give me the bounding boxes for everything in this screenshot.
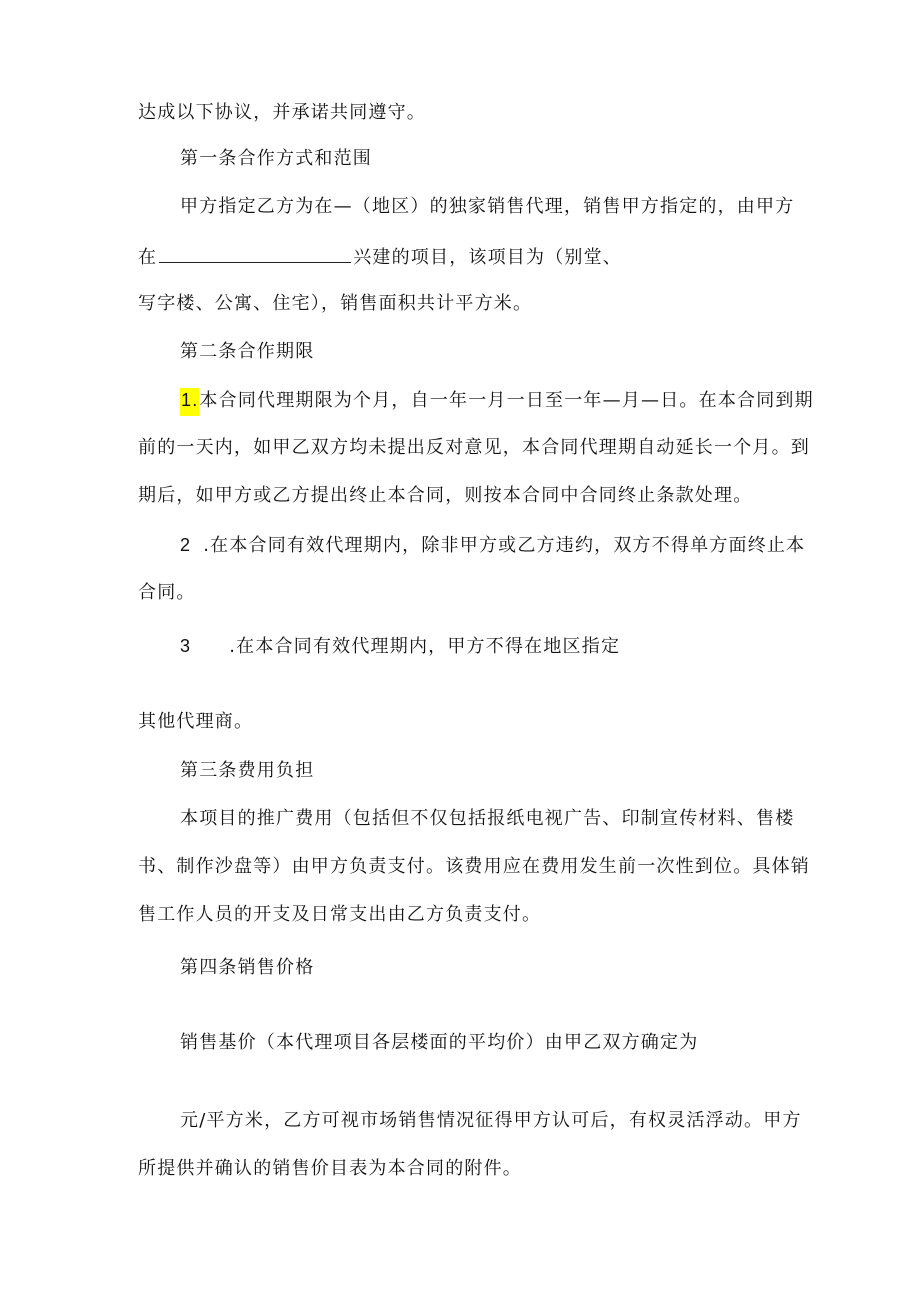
text-fragment: 在 (138, 247, 158, 268)
heading-article-2: 第二条合作期限 (180, 341, 315, 362)
paragraph-article-1-line-1: 甲方指定乙方为在—（地区）的独家销售代理，销售甲方指定的，由甲方 (180, 196, 795, 217)
paragraph-article-4-line-1: 销售基价（本代理项目各层楼面的平均价）由甲乙双方确定为 (180, 1032, 699, 1053)
item-1-line-1 (180, 388, 814, 413)
item-3-number: 3 (180, 636, 192, 656)
paragraph-article-4-line-3: 所提供并确认的销售价目表为本合同的附件。 (138, 1158, 522, 1179)
heading-article-3: 第三条费用负担 (180, 760, 315, 781)
paragraph-article-3-line-3: 售工作人员的开支及日常支出由乙方负责支付。 (138, 904, 542, 925)
item-1-line-2: 前的一天内，如甲乙双方均未提出反对意见，本合同代理期自动延长一个月。到 (138, 437, 810, 458)
paragraph-preamble: 达成以下协议，并承诺共同遵守。 (138, 102, 426, 123)
item-2-line-2: 合同。 (138, 582, 196, 603)
item-1-text: 本合同代理期限为个月，自一年一月一日至一年—月—日。在本合同到期 (199, 390, 814, 411)
item-1-line-3: 期后，如甲方或乙方提出终止本合同，则按本合同中合同终止条款处理。 (138, 485, 753, 506)
paragraph-article-3-line-2: 书、制作沙盘等）由甲方负责支付。该费用应在费用发生前一次性到位。具体销 (138, 856, 810, 877)
item-3-line-1 (180, 634, 620, 659)
item-3-line-2: 其他代理商。 (138, 711, 254, 732)
paragraph-article-3-line-1: 本项目的推广费用（包括但不仅包括报纸电视广告、印制宣传材料、售楼 (180, 808, 795, 829)
paragraph-article-4-line-2: 元/平方米，乙方可视市场销售情况征得甲方认可后，有权灵活浮动。甲方 (180, 1110, 802, 1131)
item-1-number-highlighted: 1. (180, 388, 199, 416)
paragraph-article-1-line-2 (138, 244, 622, 270)
text-fragment: 兴建的项目，该项目为（别堂、 (353, 247, 623, 268)
item-3-text: .在本合同有效代理期内，甲方不得在地区指定 (229, 636, 621, 657)
fill-in-blank (159, 244, 351, 263)
paragraph-article-1-line-3: 写字楼、公寓、住宅），销售面积共计平方米。 (138, 293, 533, 314)
heading-article-4: 第四条销售价格 (180, 957, 315, 978)
item-2-number: 2 (180, 535, 192, 555)
item-2-line-1 (180, 533, 805, 558)
item-2-text: .在本合同有效代理期内，除非甲方或乙方违约，双方不得单方面终止本 (203, 535, 806, 556)
heading-article-1: 第一条合作方式和范围 (180, 148, 372, 169)
